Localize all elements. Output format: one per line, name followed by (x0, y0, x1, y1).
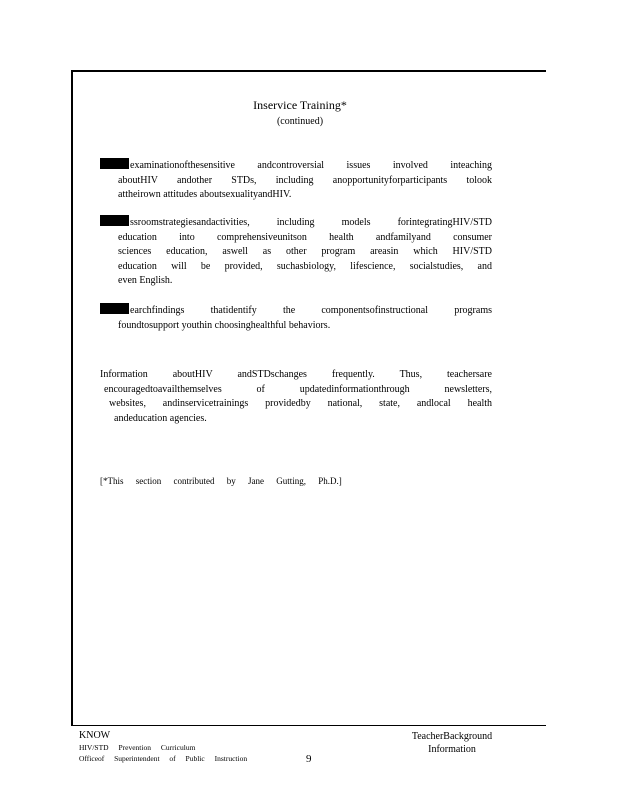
bullet-line: foundtosupport youthin choosinghealthful behaviors. (118, 319, 331, 331)
page-number: 9 (306, 753, 312, 765)
bullet-line: attheirown attitudes aboutsexualityandHIV. (118, 189, 292, 200)
contributor-credit: [*This section contributed by Jane Gutting, Ph.D.] (100, 476, 342, 486)
left-rule (71, 70, 73, 726)
paragraph-line: andeducation agencies. (114, 412, 207, 424)
redaction-mark (100, 303, 129, 314)
bullet-line: sciences education, aswell as other program areasin which HIV/STD (118, 246, 492, 257)
redaction-mark (100, 158, 129, 169)
page-title: Inservice Training* (253, 98, 347, 112)
paragraph-line: websites, andinservicetrainings providedby national, state, andlocal health (109, 398, 492, 409)
footer-section-title: TeacherBackground (411, 731, 493, 742)
paragraph-line: Information aboutHIV andSTDschanges frequently. Thus, teachersare (100, 369, 492, 380)
footer-office: Officeof Superintendent of Public Instruction (79, 754, 248, 763)
top-rule (71, 70, 546, 72)
bullet-line: education will be provided, suchasbiology, lifescience, socialstudies, and (118, 260, 492, 272)
bullet-line: education into comprehensiveunitson health andfamilyand consumer (118, 231, 492, 243)
bullet-line: even English. (118, 275, 173, 286)
info-paragraph (100, 368, 492, 426)
bullet-item-research-findings (100, 303, 492, 333)
footer-section-subtitle: Information (428, 744, 476, 755)
paragraph-line: encouragedtoavailthemselves of updatedinformationthrough newsletters, (104, 383, 492, 395)
footer-curriculum: HIV/STD Prevention Curriculum (79, 743, 196, 752)
bullet-item-classroom-strategies (100, 215, 492, 289)
bullet-line: aboutHIV andother STDs, including anopportunityforparticipants tolook (118, 174, 492, 186)
footer-left (79, 730, 247, 764)
footer-know: KNOW (79, 730, 111, 741)
footer-rule (71, 725, 546, 726)
footer-right (400, 730, 504, 756)
bullet-item-examination (100, 158, 492, 203)
redaction-mark (100, 215, 129, 226)
bullet-line: earchfindings thatidentify the componentsofinstructional programs (100, 303, 492, 319)
bullet-line: ssroomstrategiesandactivities, including models forintegratingHIV/STD (100, 215, 492, 231)
bullet-line: examinationofthesensitive andcontroversial issues involved inteaching (100, 158, 492, 174)
page-subtitle: (continued) (276, 116, 324, 127)
